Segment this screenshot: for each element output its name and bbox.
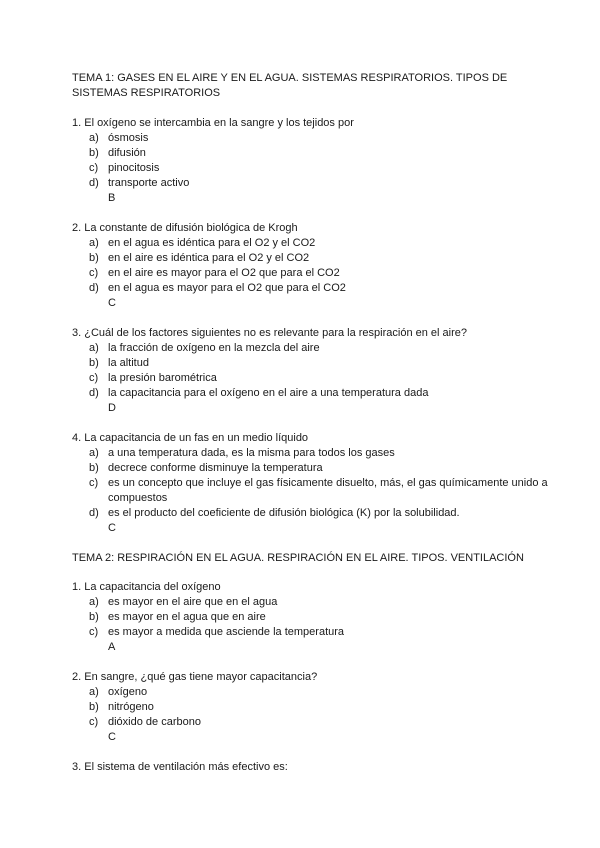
option-a: a) ósmosis bbox=[89, 132, 149, 144]
question-1-3 bbox=[72, 326, 560, 416]
option-c: c) es un concepto que incluye el gas físicamente disuelto, más, el gas químicamente unido a compuestos bbox=[89, 477, 548, 504]
question-2-1 bbox=[72, 580, 560, 655]
answer-key: D bbox=[108, 402, 116, 414]
option-a: a) a una temperatura dada, es la misma para todos los gases bbox=[89, 447, 395, 459]
question-1-1 bbox=[72, 116, 560, 206]
question-text: 1. El oxígeno se intercambia en la sangre y los tejidos por bbox=[72, 117, 354, 129]
question-1-2 bbox=[72, 221, 560, 311]
option-b: b) decrece conforme disminuye la temperatura bbox=[89, 462, 323, 474]
answer-key: C bbox=[108, 522, 116, 534]
option-b: b) la altitud bbox=[89, 357, 149, 369]
option-a: a) la fracción de oxígeno en la mezcla del aire bbox=[89, 342, 320, 354]
option-a: a) es mayor en el aire que en el agua bbox=[89, 596, 278, 608]
answer-key: C bbox=[108, 731, 116, 743]
option-c: c) dióxido de carbono bbox=[89, 716, 201, 728]
option-d: d) transporte activo bbox=[89, 177, 190, 189]
answer-key: B bbox=[108, 192, 116, 204]
option-c: c) la presión barométrica bbox=[89, 372, 217, 384]
question-1-4 bbox=[72, 431, 560, 536]
option-a: a) oxígeno bbox=[89, 686, 148, 698]
option-a: a) en el agua es idéntica para el O2 y el CO2 bbox=[89, 237, 316, 249]
option-b: b) en el aire es idéntica para el O2 y el CO2 bbox=[89, 252, 310, 264]
option-d: d) en el agua es mayor para el O2 que para el CO2 bbox=[89, 282, 346, 294]
section-title-tema-2: TEMA 2: RESPIRACIÓN EN EL AGUA. RESPIRACIÓN EN EL AIRE. TIPOS. VENTILACIÓN bbox=[72, 552, 524, 564]
option-d: d) es el producto del coeficiente de difusión biológica (K) por la solubilidad. bbox=[89, 507, 460, 519]
question-text: 4. La capacitancia de un fas en un medio líquido bbox=[72, 432, 309, 444]
option-d: d) la capacitancia para el oxígeno en el aire a una temperatura dada bbox=[89, 387, 429, 399]
option-b: b) nitrógeno bbox=[89, 701, 154, 713]
question-2-2 bbox=[72, 670, 560, 745]
section-title-tema-1: TEMA 1: GASES EN EL AIRE Y EN EL AGUA. SISTEMAS RESPIRATORIOS. TIPOS DE SISTEMAS RESPIRATORIOS bbox=[72, 72, 508, 99]
question-text: 2. En sangre, ¿qué gas tiene mayor capacitancia? bbox=[72, 671, 318, 683]
question-text: 1. La capacitancia del oxígeno bbox=[72, 581, 221, 593]
option-c: c) pinocitosis bbox=[89, 162, 160, 174]
option-c: c) en el aire es mayor para el O2 que para el CO2 bbox=[89, 267, 340, 279]
answer-key: A bbox=[108, 641, 116, 653]
answer-key: C bbox=[108, 297, 116, 309]
question-text: 2. La constante de difusión biológica de Krogh bbox=[72, 222, 298, 234]
option-b: b) es mayor en el agua que en aire bbox=[89, 611, 266, 623]
option-b: b) difusión bbox=[89, 147, 146, 159]
option-c: c) es mayor a medida que asciende la temperatura bbox=[89, 626, 345, 638]
question-text: 3. El sistema de ventilación más efectivo es: bbox=[72, 761, 288, 773]
question-text: 3. ¿Cuál de los factores siguientes no es relevante para la respiración en el aire? bbox=[72, 327, 468, 339]
question-2-3 bbox=[72, 760, 560, 775]
